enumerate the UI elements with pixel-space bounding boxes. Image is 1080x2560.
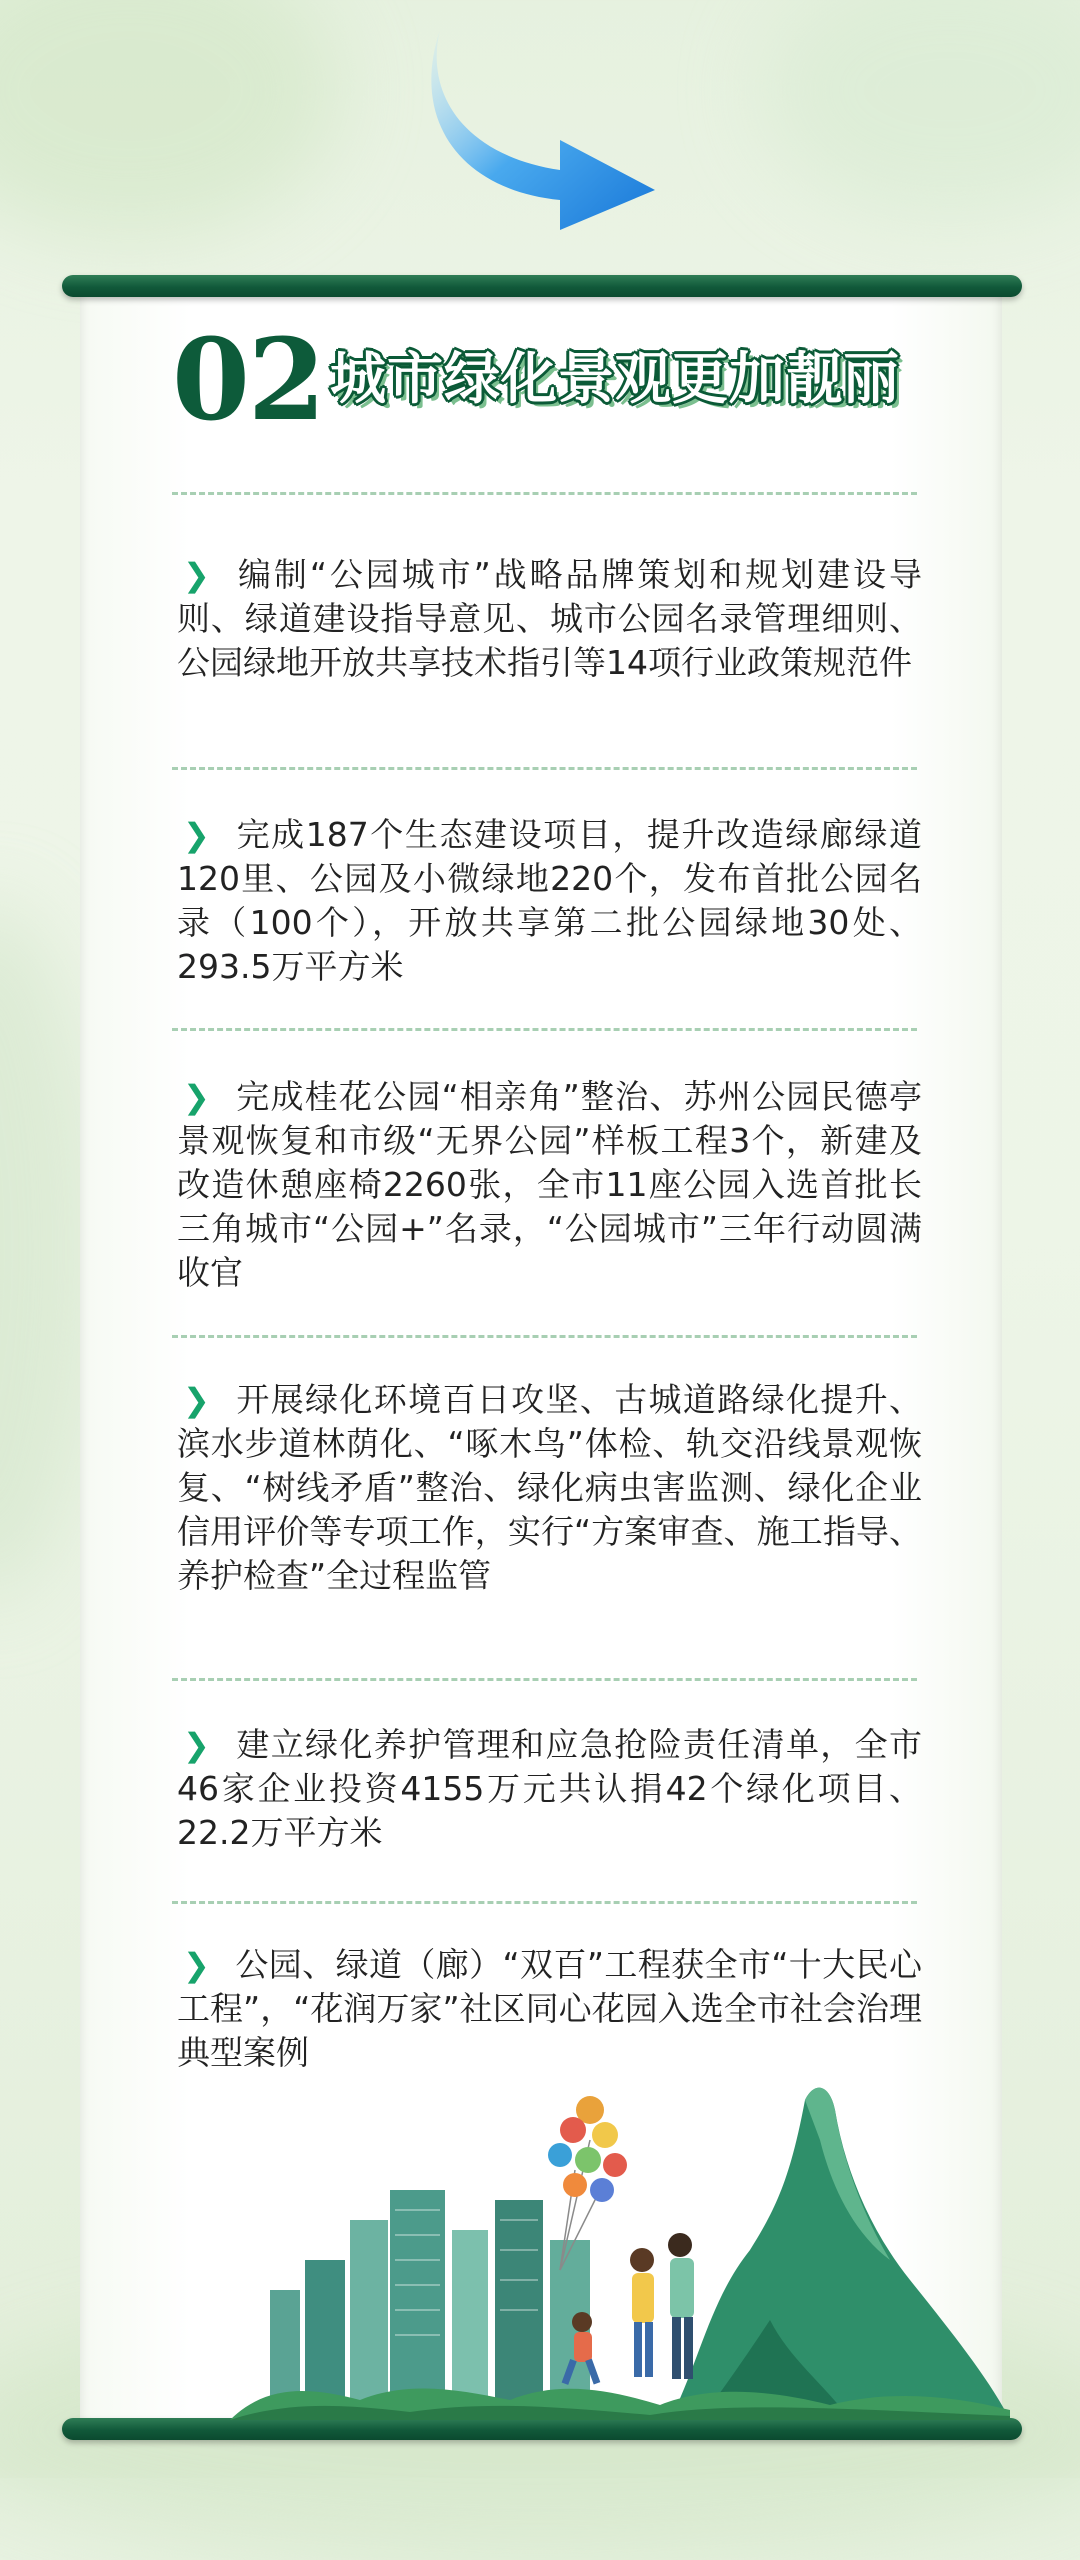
list-item-text: 建立绿化养护管理和应急抢险责任清单，全市46家企业投资4155万元共认捐42个绿化项目、22.2万平方米 (177, 1725, 922, 1852)
list-item (177, 1378, 922, 1598)
list-item-text: 开展绿化环境百日攻坚、古城道路绿化提升、滨水步道林荫化、“啄木鸟”体检、轨交沿线景观恢复、“树线矛盾”整治、绿化病虫害监测、绿化企业信用评价等专项工作，实行“方案审查、施工指导、养护检查”全过程监管 (177, 1380, 922, 1595)
list-item-text: 完成桂花公园“相亲角”整治、苏州公园民德亭景观恢复和市级“无界公园”样板工程3个，新建及改造休憩座椅2260张，全市11座公园入选首批长三角城市“公园+”名录，“公园城市”三年行动圆满收官 (177, 1077, 922, 1292)
divider (172, 1335, 917, 1338)
curved-arrow-icon (420, 30, 670, 240)
chevron-right-icon: ❯ (183, 816, 210, 854)
chevron-right-icon: ❯ (183, 1381, 210, 1419)
list-item (177, 1943, 922, 2075)
list-item-text: 公园、绿道（廊）“双百”工程获全市“十大民心工程”，“花润万家”社区同心花园入选全市社会治理典型案例 (177, 1945, 922, 2072)
bg-blob-top-left (0, 0, 340, 240)
section-number: 02 (172, 315, 324, 446)
chevron-right-icon: ❯ (183, 1726, 210, 1764)
list-item (177, 553, 922, 685)
city-park-illustration (230, 2060, 1010, 2420)
divider (172, 492, 917, 495)
divider (172, 1901, 917, 1904)
list-item-text: 完成187个生态建设项目，提升改造绿廊绿道120里、公园及小微绿地220个，发布首批公园名录（100个），开放共享第二批公园绿地30处、293.5万平方米 (177, 815, 922, 986)
bg-blob-top-right (760, 0, 1080, 220)
list-item (177, 813, 922, 989)
list-item (177, 1723, 922, 1855)
divider (172, 767, 917, 770)
chevron-right-icon: ❯ (183, 1946, 210, 1984)
list-item (177, 1075, 922, 1295)
section-title: 城市绿化景观更加靓丽 (330, 347, 900, 412)
divider (172, 1678, 917, 1681)
scroll-rod-bottom (62, 2418, 1022, 2440)
chevron-right-icon: ❯ (183, 1078, 210, 1116)
scroll-rod-top (62, 275, 1022, 297)
divider (172, 1028, 917, 1031)
chevron-right-icon: ❯ (183, 556, 210, 594)
list-item-text: 编制“公园城市”战略品牌策划和规划建设导则、绿道建设指导意见、城市公园名录管理细则、公园绿地开放共享技术指引等14项行业政策规范件 (177, 555, 922, 682)
